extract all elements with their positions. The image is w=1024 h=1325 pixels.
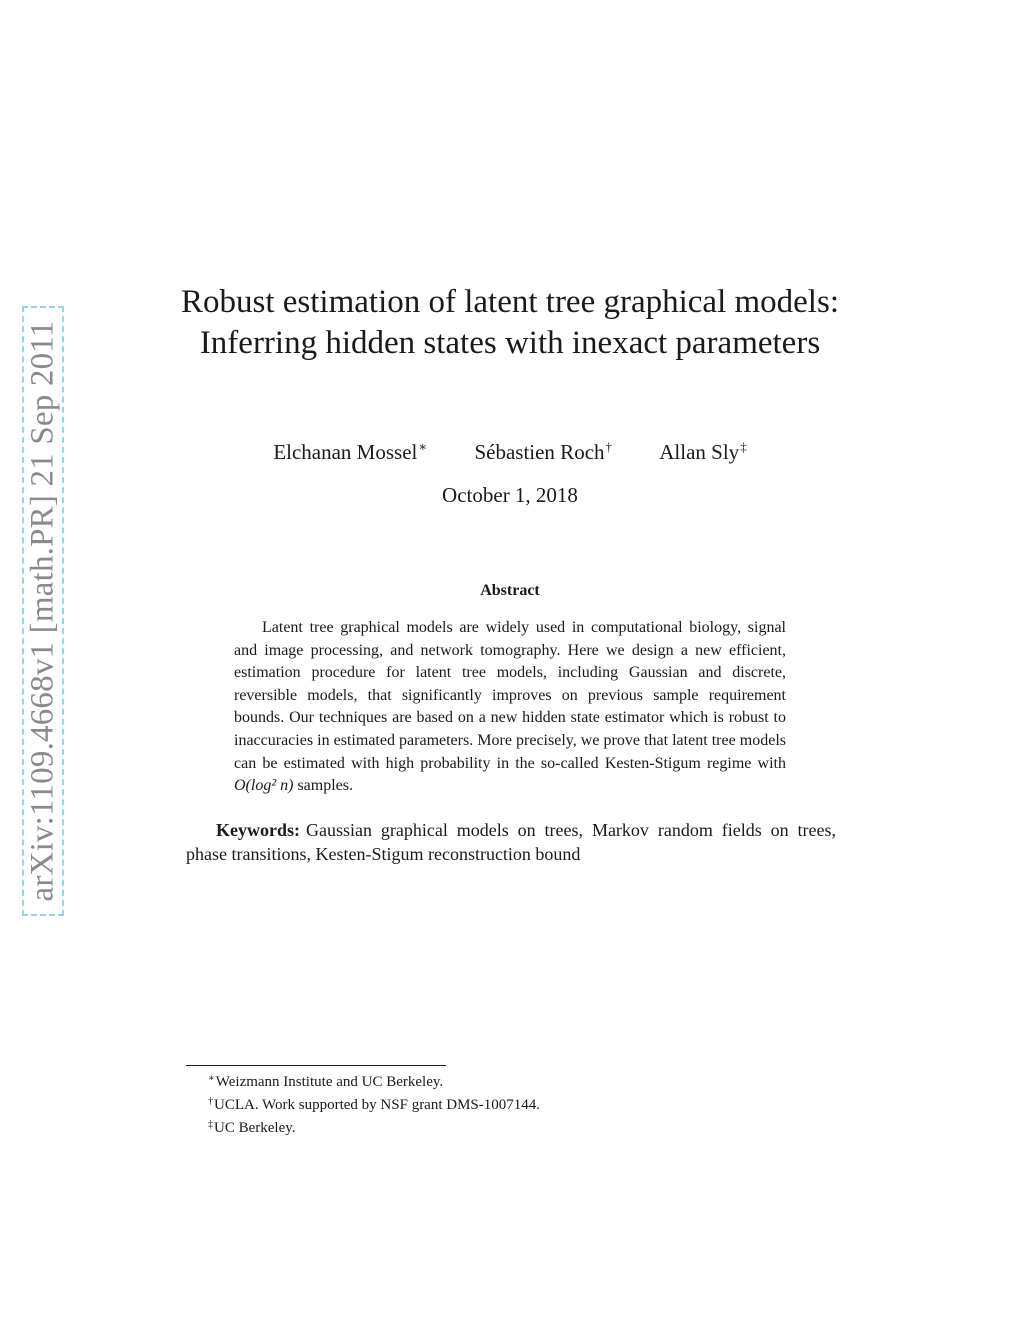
footnote-3: [208, 1115, 808, 1138]
keywords-text: Gaussian graphical models on trees, Markov random fields on trees, phase transitions, Kesten-Stigum reconstruction bound: [186, 820, 836, 864]
author-footnote-mark: ∗: [418, 439, 428, 454]
paper-title: Robust estimation of latent tree graphical models: Inferring hidden states with inexact parameters: [180, 284, 839, 361]
author-name: Elchanan Mossel: [273, 440, 418, 464]
author-footnote-mark: ‡: [740, 439, 747, 454]
keywords-paragraph: [186, 818, 836, 866]
footnotes: [208, 1069, 808, 1138]
footnote-2: [208, 1092, 808, 1115]
abstract-text-end: samples.: [293, 777, 353, 795]
footnote-divider: [186, 1065, 446, 1066]
author-footnote-mark: †: [605, 439, 613, 454]
author-name: Sébastien Roch: [474, 440, 605, 464]
footnote-text: UCLA. Work supported by NSF grant DMS-1007144.: [214, 1097, 541, 1113]
author-1: [273, 432, 427, 467]
author-list: [170, 432, 850, 467]
footnote-mark: ∗: [208, 1073, 215, 1084]
author-3: [659, 432, 746, 467]
keywords-label: Keywords:: [216, 820, 300, 840]
footnote-text: UC Berkeley.: [214, 1120, 296, 1136]
abstract-text: Latent tree graphical models are widely used in computational biology, signal and image processing, and network tomography. Here we design a new efficient, estimation procedure for latent tree models, including Gaussian and discrete, reversible models, that significantly improves on previous sample requirement bounds. Our techniques are based on a new hidden state estimator which is robust to inaccuracies in estimated parameters. More precisely, we prove that latent tree models can be estimated with high probability in the so-called Kesten-Stigum regime with: [234, 619, 786, 772]
author-name: Allan Sly: [659, 440, 740, 464]
footnote-mark: ‡: [208, 1119, 213, 1130]
abstract-body: [234, 617, 786, 798]
footnote-mark: †: [208, 1096, 213, 1107]
footnote-1: [208, 1069, 808, 1092]
author-2: [474, 432, 612, 467]
arxiv-identifier: arXiv:1109.4668v1 [math.PR] 21 Sep 2011: [24, 320, 61, 902]
arxiv-stamp: [22, 306, 64, 916]
paper-date: October 1, 2018: [442, 483, 578, 507]
footnote-text: Weizmann Institute and UC Berkeley.: [215, 1074, 444, 1090]
abstract-heading: Abstract: [480, 582, 540, 599]
math-expression: O(log² n): [234, 777, 294, 795]
